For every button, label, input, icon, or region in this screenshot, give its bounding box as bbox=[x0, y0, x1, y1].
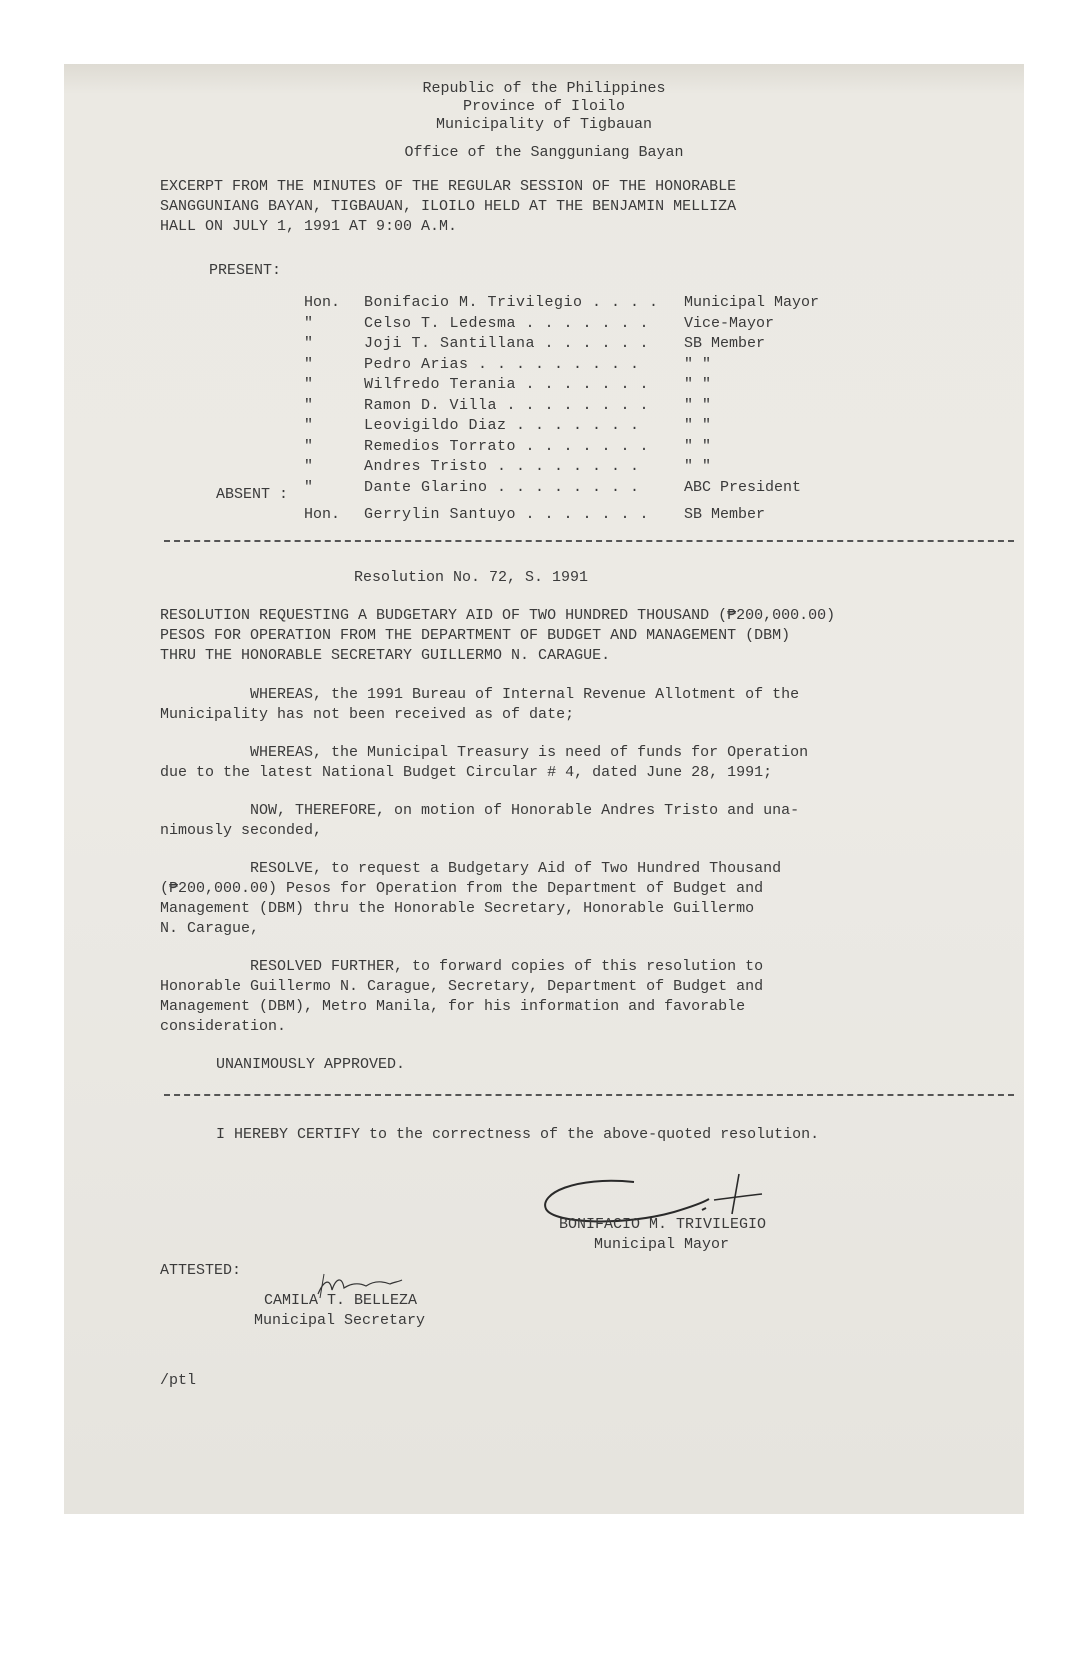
resolve-line-1: RESOLVE, to request a Budgetary Aid of Two Hundred Thousand bbox=[160, 860, 782, 877]
absent-row bbox=[304, 504, 765, 525]
member-position: SB Member bbox=[684, 506, 766, 523]
secretary-name: CAMILA T. BELLEZA bbox=[264, 1292, 418, 1309]
whereas-2-line-2: due to the latest National Budget Circular # 4, dated June 28, 1991; bbox=[160, 764, 773, 781]
member-name: Ramon D. Villa . . . . . . . . bbox=[364, 396, 650, 414]
attested-label: ATTESTED: bbox=[160, 1262, 242, 1279]
resolution-title-line-1: RESOLUTION REQUESTING A BUDGETARY AID OF TWO HUNDRED THOUSAND (₱200,000.00) bbox=[160, 607, 836, 624]
resolution-title-line-3: THRU THE HONORABLE SECRETARY GUILLERMO N. CARAGUE. bbox=[160, 647, 611, 664]
member-name: Celso T. Ledesma . . . . . . . bbox=[364, 314, 650, 332]
member-position: " " bbox=[684, 458, 712, 475]
member-name: Bonifacio M. Trivilegio . . . . bbox=[364, 294, 659, 311]
member-position: " " bbox=[684, 437, 712, 455]
dashed-divider bbox=[164, 540, 1014, 542]
excerpt-line-3: HALL ON JULY 1, 1991 AT 9:00 A.M. bbox=[160, 218, 458, 235]
present-roster bbox=[304, 292, 819, 497]
mayor-title: Municipal Mayor bbox=[594, 1236, 730, 1253]
header-republic: Republic of the Philippines bbox=[422, 80, 666, 97]
roster-row bbox=[304, 395, 819, 416]
member-name: Dante Glarino . . . . . . . . bbox=[364, 478, 640, 496]
member-position: SB Member bbox=[684, 335, 766, 352]
honorific: " bbox=[304, 417, 314, 434]
roster-row bbox=[304, 436, 819, 457]
member-position: " " bbox=[684, 355, 712, 373]
honorific: Hon. bbox=[304, 506, 341, 523]
honorific: " bbox=[304, 355, 314, 373]
whereas-1-line-1: WHEREAS, the 1991 Bureau of Internal Revenue Allotment of the bbox=[160, 686, 800, 703]
honorific: " bbox=[304, 335, 314, 352]
honorific: " bbox=[304, 376, 314, 393]
member-name: Leovigildo Diaz . . . . . . . bbox=[364, 417, 640, 434]
honorific: Hon. bbox=[304, 294, 341, 311]
member-position: Vice-Mayor bbox=[684, 314, 775, 332]
dashed-divider bbox=[164, 1094, 1014, 1096]
excerpt-line-1: EXCERPT FROM THE MINUTES OF THE REGULAR SESSION OF THE HONORABLE bbox=[160, 178, 737, 195]
resolve-line-4: N. Carague, bbox=[160, 920, 260, 937]
absent-label: ABSENT : bbox=[216, 486, 289, 503]
member-name: Remedios Torrato . . . . . . . bbox=[364, 437, 650, 455]
resolved-further-line-1: RESOLVED FURTHER, to forward copies of this resolution to bbox=[160, 958, 764, 975]
roster-row bbox=[304, 292, 819, 313]
member-position: Municipal Mayor bbox=[684, 294, 820, 311]
honorific: " bbox=[304, 437, 314, 455]
member-name: Andres Tristo . . . . . . . . bbox=[364, 458, 640, 475]
honorific: " bbox=[304, 314, 314, 332]
roster-row bbox=[304, 354, 819, 375]
typist-initials: /ptl bbox=[160, 1372, 197, 1389]
resolved-further-line-3: Management (DBM), Metro Manila, for his information and favorable bbox=[160, 998, 746, 1015]
excerpt-line-2: SANGGUNIANG BAYAN, TIGBAUAN, ILOILO HELD AT THE BENJAMIN MELLIZA bbox=[160, 198, 737, 215]
resolution-title-line-2: PESOS FOR OPERATION FROM THE DEPARTMENT OF BUDGET AND MANAGEMENT (DBM) bbox=[160, 627, 791, 644]
honorific: " bbox=[304, 478, 314, 496]
member-position: ABC President bbox=[684, 478, 802, 496]
resolved-further-line-2: Honorable Guillermo N. Carague, Secretary, Department of Budget and bbox=[160, 978, 764, 995]
honorific: " bbox=[304, 396, 314, 414]
member-name: Gerrylin Santuyo . . . . . . . bbox=[364, 506, 650, 523]
resolve-line-3: Management (DBM) thru the Honorable Secretary, Honorable Guillermo bbox=[160, 900, 755, 917]
member-position: " " bbox=[684, 417, 712, 434]
resolve-line-2: (₱200,000.00) Pesos for Operation from the Department of Budget and bbox=[160, 880, 764, 897]
mayor-name: BONIFACIO M. TRIVILEGIO bbox=[559, 1216, 767, 1233]
approval-statement: UNANIMOUSLY APPROVED. bbox=[216, 1056, 406, 1073]
roster-row bbox=[304, 313, 819, 334]
roster-row bbox=[304, 333, 819, 354]
whereas-1-line-2: Municipality has not been received as of date; bbox=[160, 706, 575, 723]
member-name: Joji T. Santillana . . . . . . bbox=[364, 335, 650, 352]
roster-row bbox=[304, 477, 819, 498]
header-municipality: Municipality of Tigbauan bbox=[435, 116, 653, 133]
header-office: Office of the Sangguniang Bayan bbox=[404, 144, 684, 161]
roster-row bbox=[304, 415, 819, 436]
member-name: Wilfredo Terania . . . . . . . bbox=[364, 376, 650, 393]
resolved-further-line-4: consideration. bbox=[160, 1018, 287, 1035]
roster-row bbox=[304, 374, 819, 395]
honorific: " bbox=[304, 458, 314, 475]
whereas-2-line-1: WHEREAS, the Municipal Treasury is need of funds for Operation bbox=[160, 744, 809, 761]
header-province: Province of Iloilo bbox=[462, 98, 626, 115]
member-name: Pedro Arias . . . . . . . . . bbox=[364, 355, 640, 373]
present-label: PRESENT: bbox=[209, 262, 282, 279]
resolution-number: Resolution No. 72, S. 1991 bbox=[354, 569, 589, 586]
roster-row bbox=[304, 456, 819, 477]
certification-statement: I HEREBY CERTIFY to the correctness of the above-quoted resolution. bbox=[216, 1126, 820, 1143]
secretary-title: Municipal Secretary bbox=[254, 1312, 426, 1329]
therefore-line-2: nimously seconded, bbox=[160, 822, 323, 839]
member-position: " " bbox=[684, 376, 712, 393]
therefore-line-1: NOW, THEREFORE, on motion of Honorable Andres Tristo and una- bbox=[160, 802, 800, 819]
member-position: " " bbox=[684, 396, 712, 414]
document-page bbox=[64, 64, 1024, 1514]
